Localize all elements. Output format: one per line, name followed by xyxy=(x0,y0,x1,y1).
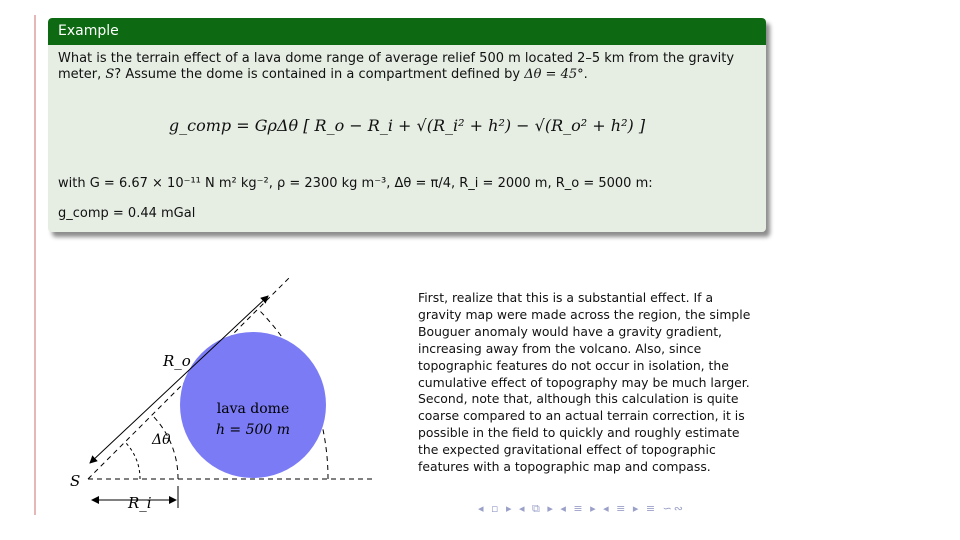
example-block xyxy=(48,18,766,232)
explanation-line: gravity map were made across the region, the simple xyxy=(418,306,751,322)
explanation-line: possible in the field to quickly and roughly estimate xyxy=(418,425,740,441)
explanation-line: Bouguer anomaly would have a gravity gradient, xyxy=(418,323,722,339)
question-text-b: ? Assume the dome is contained in a compartment defined by xyxy=(114,67,521,82)
explanation-line: Second, note that, although this calculation is quite xyxy=(418,391,739,407)
explanation-line: cumulative effect of topography may be much larger. xyxy=(418,374,750,390)
example-question xyxy=(48,45,766,89)
label-ro: R_o xyxy=(163,352,191,370)
example-header: Example xyxy=(48,18,766,45)
angle-arc xyxy=(125,442,140,479)
question-line-1: What is the terrain effect of a lava dome range of average relief 500 m located 2–5 km from the gravity xyxy=(58,51,735,66)
result-line: g_comp = 0.44 mGal xyxy=(58,206,196,221)
dome-label-height: h = 500 m xyxy=(215,422,291,438)
question-line-2: meter, S? Assume the dome is contained in a compartment defined by Δθ = 45°. xyxy=(58,67,588,82)
label-s: S xyxy=(70,472,81,490)
terrain-formula: g_comp = GρΔθ [ R_o − R_i + √(R_i² + h²) − √(R_o² + h²) ] xyxy=(168,116,646,135)
question-angle: Δθ = 45° xyxy=(524,67,584,82)
label-ri: R_i xyxy=(128,494,152,512)
dome-label-name: lava dome xyxy=(216,401,290,417)
explanation-line: coarse compared to an actual terrain correction, it is xyxy=(418,408,745,424)
label-delta-theta: Δθ xyxy=(152,432,171,448)
explanation-line: the expected gravitational effect of topographic xyxy=(418,442,716,458)
explanation-text xyxy=(418,290,768,476)
question-var-s: S xyxy=(105,67,115,82)
parameter-line: with G = 6.67 × 10⁻¹¹ N m² kg⁻², ρ = 2300 kg m⁻³, Δθ = π/4, R_i = 2000 m, R_o = 5000 m: xyxy=(58,176,653,191)
question-text-a: meter, xyxy=(58,67,102,82)
explanation-line: features with a topographic map and compass. xyxy=(418,459,711,475)
explanation-line: First, realize that this is a substantial effect. If a xyxy=(418,290,714,305)
slide-margin-rule xyxy=(34,15,36,515)
explanation-line: increasing away from the volcano. Also, since xyxy=(418,340,702,356)
beamer-navigation[interactable]: ◂ ▫ ▸ ◂ ⧉ ▸ ◂ ≡ ▸ ◂ ≡ ▸ ≡ ∽∾ xyxy=(478,502,686,515)
compartment-diagram xyxy=(60,260,400,520)
explanation-line: topographic features do not occur in isolation, the xyxy=(418,357,729,373)
